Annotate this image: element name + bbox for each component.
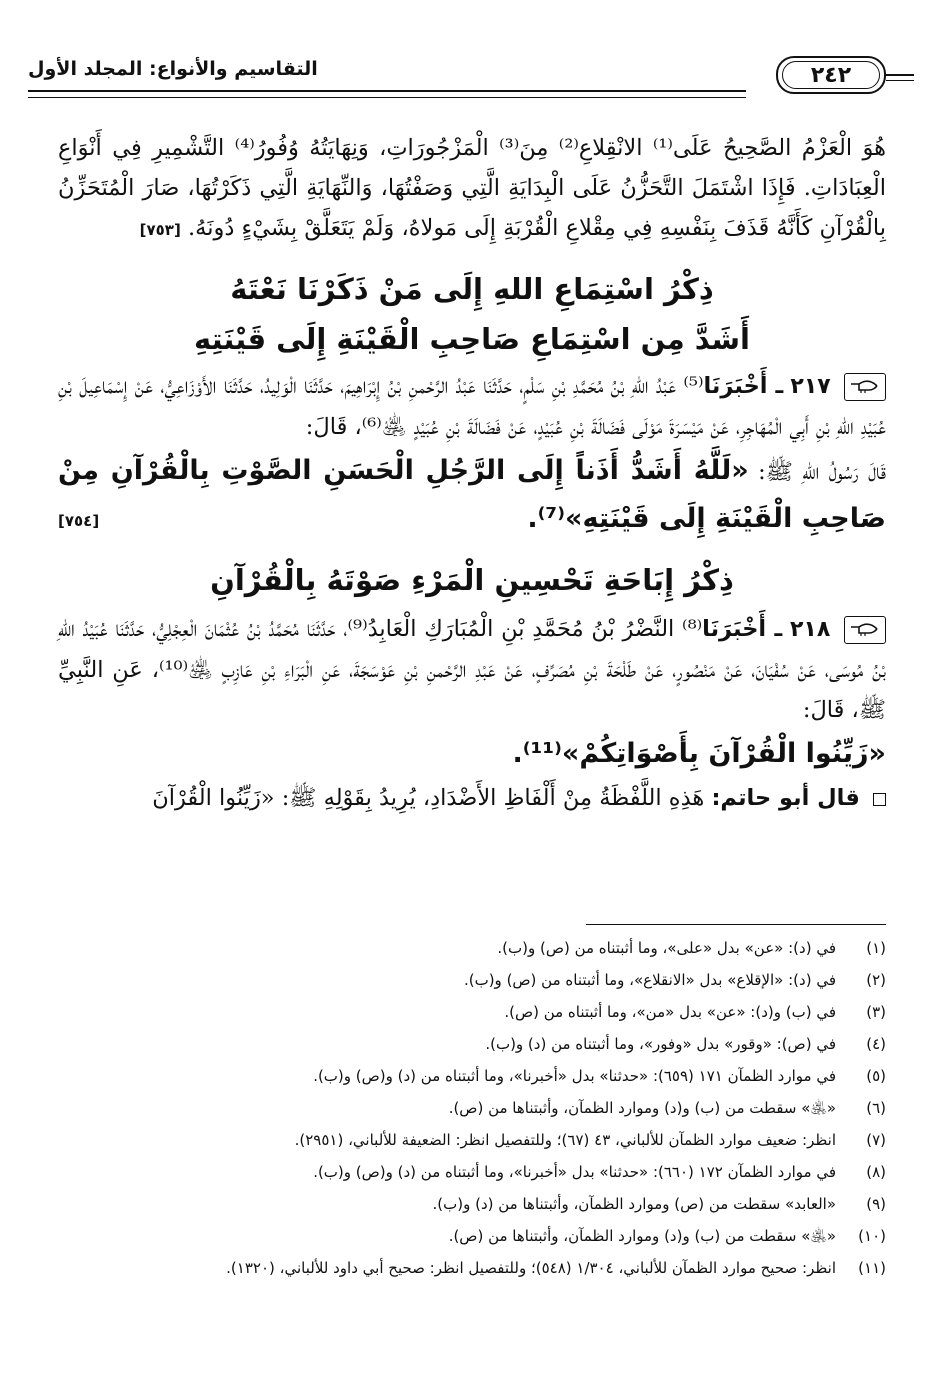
footnote-number: (٦) xyxy=(866,1099,886,1117)
footnote-number: (٨) xyxy=(866,1163,886,1181)
page-number: ٢٤٢ xyxy=(782,61,880,89)
section1-heading-line2: أَشَدَّ مِن اسْتِمَاعِ صَاحِبِ الْقَيْنَةِ إِلَى قَيْنَتِهِ xyxy=(193,322,750,356)
footnote-text: في (د): «الإقلاع» بدل «الانقلاع»، وما أثبتناه من (ص) و(ب). xyxy=(463,971,836,989)
intro-text: هُوَ الْعَزْمُ الصَّحِيحُ عَلَى⁽¹⁾ الانْقِلاعِ⁽²⁾ مِنَ⁽³⁾ الْمَزْجُورَاتِ، وَنِهَايَتُهُ وُفُورُ⁽⁴⁾ التَّشْمِيرِ فِي أَنْوَاعِ الْعِبَادَاتِ. فَإِذَا اشْتَمَلَ التَّحَزُّنُ عَلَى الْبِدَايَةِ الَّتِي وَصَفْتُهَا، وَالنِّهَايَةِ الَّتِي ذَكَرْتُهَا، صَارَ الْمُتَحَزِّنُ بِالْقُرْآنِ كَأَنَّهُ قَذَفَ بِنَفْسِهِ فِي مِقْلاعِ الْقُرْبَةِ إِلَى مَولاهُ، وَلَمْ يَتَعَلَّقْ بِشَيْءٍ دُونَهُ. xyxy=(58,135,886,241)
footnote-number: (٥) xyxy=(866,1067,886,1085)
hadith-218-isnad-text: ⁽⁸⁾ النَّضْرُ بْنُ مُحَمَّدِ بْنِ الْمُبَارَكِ الْعَابِدُ⁽⁹⁾، حَدَّثَنَا مُحَمَّدُ بْنُ عُثْمَانَ الْعِجْلِيُّ، حَدَّثَنَا عُبَيْدُ اللهِ بْنُ مُوسَى، عَنْ سُفْيَانَ، عَنْ مَنْصُورٍ، عَنْ طَلْحَةَ بْنِ مُصَرِّفٍ، عَنْ عَبْدِ الرَّحْمنِ بْنِ عَوْسَجَةَ، عَنِ الْبَرَاءِ بْنِ عَازِبٍ ﵁⁽¹⁰⁾، عَنِ النَّبِيِّ ﷺ، قَالَ: xyxy=(58,616,887,723)
footnote-text: «﵁» سقطت من (ب) و(د) وموارد الظمآن، وأثبتناها من (ص). xyxy=(448,1227,836,1245)
footnote xyxy=(58,964,886,996)
footnote-text: «﵁» سقطت من (ب) و(د) وموارد الظمآن، وأثبتناها من (ص). xyxy=(448,1099,836,1117)
page-number-box xyxy=(776,56,886,94)
footnote-number: (٩) xyxy=(866,1195,886,1213)
footnote xyxy=(58,996,886,1028)
footnote-number: (١١) xyxy=(858,1259,886,1277)
footnote xyxy=(58,1252,886,1284)
footnote xyxy=(58,1220,886,1252)
hadith-217-matn xyxy=(58,447,886,543)
footnote-number: (٢) xyxy=(866,971,886,989)
hadith-217-ref: [٧٥٤] xyxy=(58,512,100,530)
footnote xyxy=(58,1156,886,1188)
hadith-217-matn-text: «لَلَّهُ أَشَدُّ أَذَناً إِلَى الرَّجُلِ الْحَسَنِ الصَّوْتِ بِالْقُرْآنِ مِنْ صَاحِبِ الْقَيْنَةِ إِلَى قَيْنَتِهِ»⁽⁷⁾. xyxy=(58,455,886,534)
footnote-number: (٣) xyxy=(866,1003,886,1021)
footnote-number: (٤) xyxy=(866,1035,886,1053)
footnote xyxy=(58,1028,886,1060)
hadith-218-matn xyxy=(58,730,886,778)
running-title: التقاسيم والأنواع: المجلد الأول xyxy=(28,58,318,80)
footnote-text: في (د): «عن» بدل «على»، وما أثبتناه من (ص) و(ب). xyxy=(497,939,836,957)
hadith-218-number: ٢١٨ xyxy=(789,617,831,642)
main-text xyxy=(58,128,886,818)
footnote xyxy=(58,1060,886,1092)
footnote-text: في موارد الظمآن ١٧٢ (٦٦٠): «حدثنا» بدل «أخبرنا»، وما أثبتناه من (د) و(ص) و(ب). xyxy=(313,1163,836,1181)
hadith-217-isnad-text: ⁽⁵⁾ عَبْدُ اللهِ بْنُ مُحَمَّدِ بْنِ سَلْمٍ، حَدَّثَنَا عَبْدُ الرَّحْمنِ بْنُ إِبْرَاهِيمَ، حَدَّثَنَا الْوَلِيدُ، حَدَّثَنَا الأَوْزَاعِيُّ، عَنْ إِسْمَاعِيلَ بْنِ عُبَيْدِ اللهِ بْنِ أَبِي الْمُهَاجِرِ، عَنْ مَيْسَرَةَ مَوْلَى فَضَالَةَ بْنِ عُبَيْدٍ، عَنْ فَضَالَةَ بْنِ عُبَيْدٍ ﵁⁽⁶⁾، قَالَ: xyxy=(58,373,886,440)
hadith-217-isnad xyxy=(58,366,886,447)
footnote-number: (١) xyxy=(866,939,886,957)
section1-heading xyxy=(58,264,886,364)
hadith-217-matn-intro: قَالَ رَسُولُ اللهِ ﷺ: xyxy=(758,459,886,485)
footnote xyxy=(58,932,886,964)
section1-heading-line1: ذِكْرُ اسْتِمَاعِ اللهِ إِلَى مَنْ ذَكَرْنَا نَعْتَهُ xyxy=(230,272,714,306)
page-number-rule xyxy=(886,74,914,81)
footnote-text: «العابد» سقطت من (ص) وموارد الظمآن، وأثبتناها من (د) و(ب). xyxy=(432,1195,836,1213)
hadith-217-number: ٢١٧ xyxy=(790,374,831,399)
abu-hatim-commentary-text: هَذِهِ اللَّفْظَةُ مِنْ أَلْفَاظِ الأَضْدَادِ، يُرِيدُ بِقَوْلِهِ ﷺ: «زَيِّنُوا الْقُرْآنَ xyxy=(152,785,705,811)
footnote-number: (١٠) xyxy=(858,1227,886,1245)
intro-ref: [٧٥٣] xyxy=(139,221,181,239)
hadith-218-isnad xyxy=(58,609,886,730)
footnote xyxy=(58,1188,886,1220)
footnote-text: في موارد الظمآن ١٧١ (٦٥٩): «حدثنا» بدل «أخبرنا»، وما أثبتناه من (د) و(ص) و(ب). xyxy=(313,1067,836,1085)
footnote-text: في (ص): «وقور» بدل «وفور»، وما أثبتناه من (د) و(ب). xyxy=(485,1035,836,1053)
page-header xyxy=(28,56,886,106)
hadith-217-akhbarana: ـ أَخْبَرَنَا xyxy=(703,373,784,399)
footnote-separator xyxy=(586,924,886,925)
hadith-218-akhbarana: ـ أَخْبَرَنَا xyxy=(702,616,783,642)
section2-heading: ذِكْرُ إِبَاحَةِ تَحْسِينِ الْمَرْءِ صَوْتَهُ بِالْقُرْآنِ xyxy=(210,563,734,597)
footnote-number: (٧) xyxy=(866,1131,886,1149)
footnotes xyxy=(58,932,886,1284)
header-rule xyxy=(28,90,746,98)
pointing-hand-icon xyxy=(844,616,886,644)
footnote xyxy=(58,1092,886,1124)
footnote-text: في (ب) و(د): «عن» بدل «من»، وما أثبتناه من (ص). xyxy=(504,1003,836,1021)
pointing-hand-icon xyxy=(844,373,886,401)
intro-paragraph xyxy=(58,128,886,250)
footnote-text: انظر: صحيح موارد الظمآن للألباني، ١/٣٠٤ (٥٤٨)؛ وللتفصيل انظر: صحيح أبي داود للألباني، (١٣٢٠). xyxy=(226,1259,836,1277)
abu-hatim-commentary xyxy=(58,778,886,818)
footnote xyxy=(58,1124,886,1156)
footnote-text: انظر: ضعيف موارد الظمآن للألباني، ٤٣ (٦٧)؛ وللتفصيل انظر: الضعيفة للألباني، (٢٩٥١). xyxy=(294,1131,836,1149)
abu-hatim-label: قال أبو حاتم: xyxy=(711,785,860,811)
hadith-218-matn-text: «زَيِّنُوا الْقُرْآنَ بِأَصْوَاتِكُمْ»⁽¹¹⁾. xyxy=(512,738,886,769)
square-marker-icon xyxy=(873,793,886,806)
